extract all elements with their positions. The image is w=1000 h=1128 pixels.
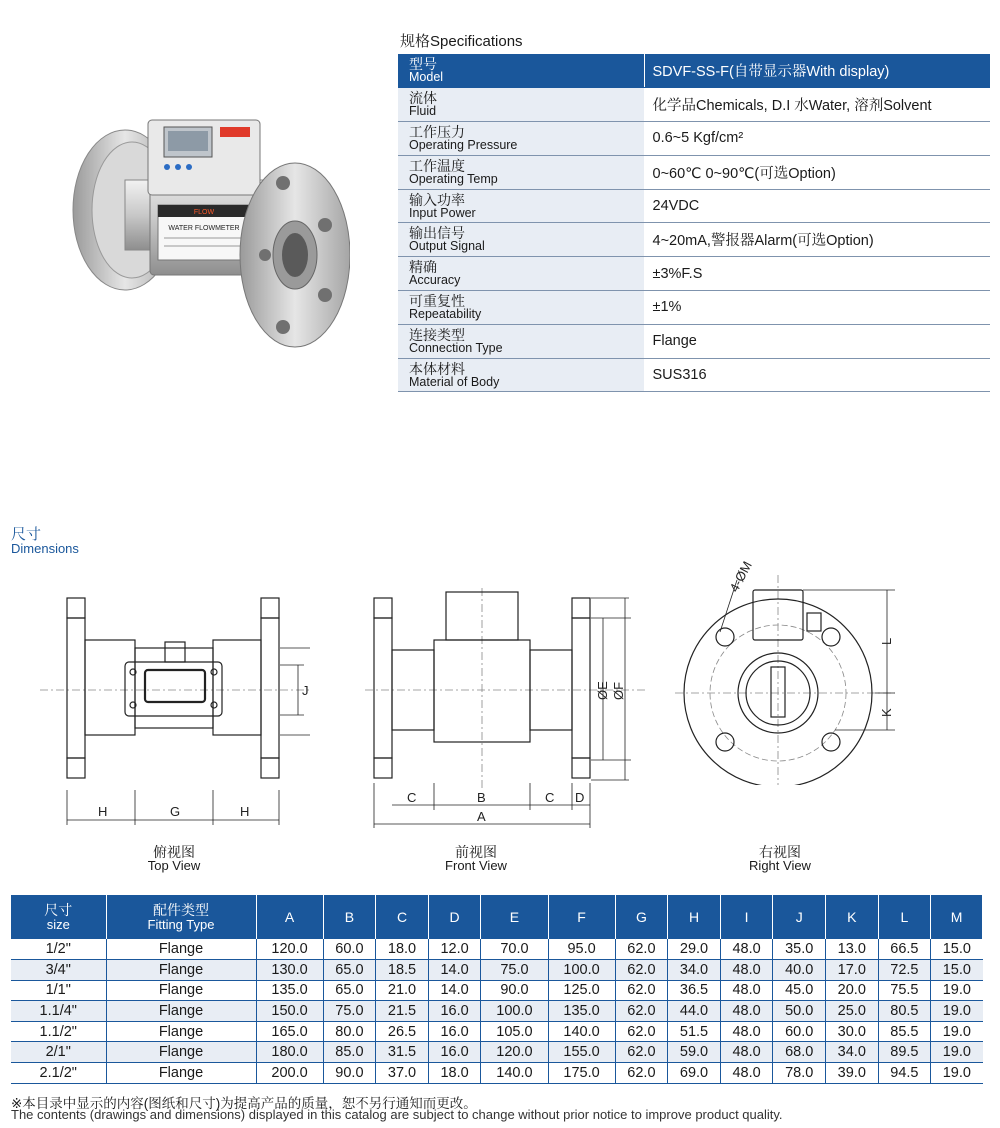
dimension-cell: 72.5: [878, 960, 931, 981]
dimension-header-cell: [931, 895, 983, 939]
dimension-header-label: F: [577, 908, 586, 925]
dimension-cell: 30.0: [825, 1021, 878, 1042]
spec-row: [398, 358, 990, 392]
dimension-cell: 75.0: [481, 960, 548, 981]
dimension-cell: 12.0: [428, 939, 481, 960]
dimension-row: [11, 1021, 983, 1042]
dimension-header-label: D: [449, 908, 460, 925]
dimension-row: [11, 980, 983, 1001]
dimension-cell: 39.0: [825, 1063, 878, 1084]
dimension-cell: 20.0: [825, 980, 878, 1001]
dimension-cell: 19.0: [931, 1021, 983, 1042]
dimension-cell: 62.0: [615, 1063, 668, 1084]
front-view-title-cn: 前视图: [455, 844, 497, 860]
dimension-header-cell: [878, 895, 931, 939]
spec-row-label: [398, 223, 644, 257]
dimension-cell: 125.0: [548, 980, 615, 1001]
spec-row-label: [398, 291, 644, 325]
dimension-cell: 34.0: [825, 1042, 878, 1063]
dimension-cell: 19.0: [931, 1001, 983, 1022]
dimension-cell: 48.0: [720, 960, 773, 981]
spec-label-en: Fluid: [409, 104, 437, 119]
dimension-cell: 18.0: [428, 1063, 481, 1084]
front-view-title-en: Front View: [445, 858, 507, 873]
dimension-cell: 140.0: [481, 1063, 548, 1084]
front-view-label-e: ØE: [595, 681, 610, 700]
dimension-cell: 200.0: [256, 1063, 323, 1084]
spec-label-cn: 流体: [409, 90, 437, 107]
dimension-cell: 140.0: [548, 1021, 615, 1042]
dimension-header-cell: [11, 895, 106, 939]
dimension-header-cell: [668, 895, 721, 939]
dimensions-title-cn: 尺寸: [11, 526, 42, 543]
dimension-cell: 62.0: [615, 1042, 668, 1063]
spec-row: [398, 324, 990, 358]
dimension-table: [11, 895, 983, 1084]
spec-value: 0.6~5 Kgf/cm²: [644, 122, 990, 156]
spec-header-row: [398, 54, 990, 88]
dimension-cell: 2/1": [11, 1042, 106, 1063]
dimension-cell: 18.0: [376, 939, 429, 960]
spec-label-en: Output Signal: [409, 239, 485, 254]
dimension-cell: 75.5: [878, 980, 931, 1001]
spec-label-en: Operating Temp: [409, 171, 498, 186]
dimension-cell: 13.0: [825, 939, 878, 960]
dimension-cell: 70.0: [481, 939, 548, 960]
dimension-cell: 62.0: [615, 960, 668, 981]
dimension-cell: 18.5: [376, 960, 429, 981]
dimension-cell: 15.0: [931, 960, 983, 981]
dimension-cell: 2.1/2": [11, 1063, 106, 1084]
dimension-header-label: G: [635, 908, 647, 925]
dimension-cell: 26.5: [376, 1021, 429, 1042]
top-view-title-cn: 俯视图: [153, 844, 195, 860]
dimension-row: [11, 960, 983, 981]
dimension-cell: 19.0: [931, 1042, 983, 1063]
dimension-cell: 150.0: [256, 1001, 323, 1022]
right-view-drawing: [675, 545, 915, 785]
dimension-cell: 62.0: [615, 1001, 668, 1022]
spec-row-label: [398, 358, 644, 392]
dimension-cell: 135.0: [548, 1001, 615, 1022]
top-view-label-h1: H: [98, 804, 108, 819]
dimension-cell: 135.0: [256, 980, 323, 1001]
dimension-header-cell: [256, 895, 323, 939]
dimension-cell: 19.0: [931, 1063, 983, 1084]
spec-value: 0~60℃ 0~90℃(可选Option): [644, 155, 990, 189]
note-cn: ※本目录中显示的内容(图纸和尺寸)为提高产品的质量，恕不另行通知而更改。: [11, 1096, 477, 1111]
dimension-cell: 45.0: [773, 980, 826, 1001]
dimension-header-label: B: [344, 908, 355, 925]
dimension-cell: 48.0: [720, 1042, 773, 1063]
front-view-label-a: A: [477, 809, 486, 824]
top-view-title-en: Top View: [147, 858, 201, 873]
dimension-cell: 66.5: [878, 939, 931, 960]
dimension-cell: 100.0: [481, 1001, 548, 1022]
spec-row: [398, 189, 990, 223]
dimension-cell: 62.0: [615, 980, 668, 1001]
spec-label-en: Material of Body: [409, 374, 500, 389]
dimension-header-cell: [323, 895, 376, 939]
spec-row-label: [398, 189, 644, 223]
spec-label-cn: 工作温度: [409, 157, 465, 174]
spec-row-label: [398, 155, 644, 189]
dimension-cell: Flange: [106, 939, 256, 960]
dimension-cell: 17.0: [825, 960, 878, 981]
product-photo: [70, 105, 350, 365]
dimension-cell: 15.0: [931, 939, 983, 960]
dimension-cell: 105.0: [481, 1021, 548, 1042]
front-view-drawing: [365, 588, 645, 833]
dimension-cell: 21.5: [376, 1001, 429, 1022]
spec-label-cn: 可重复性: [409, 292, 465, 309]
dimension-cell: 120.0: [481, 1042, 548, 1063]
product-label-text: WATER FLOWMETER: [168, 225, 240, 232]
spec-value: 4~20mA,警报器Alarm(可选Option): [644, 223, 990, 257]
dimension-cell: 51.5: [668, 1021, 721, 1042]
spec-row: [398, 257, 990, 291]
dimension-cell: 69.0: [668, 1063, 721, 1084]
dimension-cell: 40.0: [773, 960, 826, 981]
dimension-header-label: C: [396, 908, 408, 925]
spec-label-cn: 精确: [409, 259, 437, 276]
dimension-header-label: 尺寸: [44, 901, 73, 918]
dimension-cell: 85.5: [878, 1021, 931, 1042]
dimension-header-label: I: [744, 908, 749, 925]
spec-label-en: Repeatability: [409, 306, 482, 321]
spec-row: [398, 122, 990, 156]
dimension-row: [11, 1063, 983, 1084]
dimension-cell: 48.0: [720, 939, 773, 960]
dimension-header-cell: [773, 895, 826, 939]
spec-label-en: Operating Pressure: [409, 137, 518, 152]
dimension-cell: 94.5: [878, 1063, 931, 1084]
dimension-cell: 175.0: [548, 1063, 615, 1084]
dimension-header-sublabel: Fitting Type: [147, 916, 215, 932]
spec-label-en: Input Power: [409, 205, 476, 220]
dimension-cell: 1/1": [11, 980, 106, 1001]
dimension-header-cell: [825, 895, 878, 939]
dimension-cell: 29.0: [668, 939, 721, 960]
dimension-header-cell: [615, 895, 668, 939]
dimension-cell: 48.0: [720, 1063, 773, 1084]
dimension-cell: 36.5: [668, 980, 721, 1001]
dimension-cell: 25.0: [825, 1001, 878, 1022]
dimension-cell: 37.0: [376, 1063, 429, 1084]
right-view-label-l: L: [879, 637, 894, 645]
note-en: The contents (drawings and dimensions) displayed in this catalog are subject to change without prior notice to improve product quality.: [11, 1107, 783, 1122]
dimension-cell: 19.0: [931, 980, 983, 1001]
dimension-row: [11, 939, 983, 960]
dimension-header-label: J: [795, 908, 803, 925]
dimension-header-label: 配件类型: [153, 901, 209, 918]
dimension-cell: 90.0: [323, 1063, 376, 1084]
spec-title: 规格Specifications: [400, 33, 523, 50]
dimension-cell: 65.0: [323, 960, 376, 981]
dimension-cell: 60.0: [773, 1021, 826, 1042]
dimension-cell: 34.0: [668, 960, 721, 981]
dimension-header-label: M: [950, 908, 963, 925]
dimension-cell: 90.0: [481, 980, 548, 1001]
dimension-cell: 85.0: [323, 1042, 376, 1063]
dimension-cell: 65.0: [323, 980, 376, 1001]
dimension-header-cell: [428, 895, 481, 939]
dimension-cell: 44.0: [668, 1001, 721, 1022]
spec-value: 24VDC: [644, 189, 990, 223]
dimension-cell: 180.0: [256, 1042, 323, 1063]
spec-value: Flange: [644, 324, 990, 358]
spec-header-en: Model: [409, 70, 444, 85]
spec-value: SUS316: [644, 358, 990, 392]
spec-row: [398, 223, 990, 257]
dimension-cell: 16.0: [428, 1001, 481, 1022]
dimension-cell: 35.0: [773, 939, 826, 960]
top-view-label-j: J: [302, 683, 309, 698]
dimension-header-sublabel: size: [46, 916, 70, 932]
dimension-cell: 48.0: [720, 1001, 773, 1022]
dimension-cell: 165.0: [256, 1021, 323, 1042]
dimension-row: [11, 1042, 983, 1063]
dimension-header-cell: [720, 895, 773, 939]
dimension-cell: 3/4": [11, 960, 106, 981]
spec-row-label: [398, 88, 644, 122]
spec-value: 化学品Chemicals, D.I 水Water, 溶剂Solvent: [644, 88, 990, 122]
spec-label-cn: 输出信号: [409, 225, 465, 242]
dimension-cell: Flange: [106, 1021, 256, 1042]
dimension-cell: 62.0: [615, 939, 668, 960]
top-view-drawing: [40, 590, 310, 830]
dimension-cell: 48.0: [720, 1021, 773, 1042]
dimension-cell: 48.0: [720, 980, 773, 1001]
dimension-cell: 130.0: [256, 960, 323, 981]
front-view-label-c1: C: [407, 790, 417, 805]
right-view-title-cn: 右视图: [759, 844, 801, 860]
dimension-header-cell: [481, 895, 548, 939]
spec-value: ±1%: [644, 291, 990, 325]
dimension-cell: 16.0: [428, 1021, 481, 1042]
dimension-cell: 60.0: [323, 939, 376, 960]
dimension-cell: 21.0: [376, 980, 429, 1001]
dimension-header-label: K: [847, 908, 857, 925]
dimension-cell: Flange: [106, 1001, 256, 1022]
dimension-cell: 50.0: [773, 1001, 826, 1022]
dimension-header-cell: [106, 895, 256, 939]
spec-row: [398, 88, 990, 122]
dimension-cell: 120.0: [256, 939, 323, 960]
dimensions-title-en: Dimensions: [11, 541, 79, 556]
dimension-cell: 75.0: [323, 1001, 376, 1022]
spec-row-label: [398, 257, 644, 291]
right-view-label-k: K: [879, 708, 894, 717]
dimension-cell: 78.0: [773, 1063, 826, 1084]
dimension-cell: 100.0: [548, 960, 615, 981]
spec-label-cn: 连接类型: [409, 326, 465, 343]
spec-row: [398, 291, 990, 325]
dimension-header-label: L: [900, 908, 909, 925]
dimension-cell: Flange: [106, 1063, 256, 1084]
dimension-header-label: H: [688, 908, 700, 925]
spec-header-value: SDVF-SS-F(自带显示器With display): [644, 54, 990, 88]
spec-row-label: [398, 324, 644, 358]
spec-label-cn: 输入功率: [409, 191, 465, 208]
dimension-cell: 95.0: [548, 939, 615, 960]
spec-header-cn: 型号: [409, 56, 437, 73]
dimension-cell: 31.5: [376, 1042, 429, 1063]
spec-label-en: Connection Type: [409, 340, 503, 355]
dimension-cell: 14.0: [428, 980, 481, 1001]
right-view-title-en: Right View: [749, 858, 811, 873]
spec-value: ±3%F.S: [644, 257, 990, 291]
spec-row: [398, 155, 990, 189]
front-view-label-c2: C: [545, 790, 555, 805]
product-label-brand: FLOW: [193, 209, 215, 216]
dimension-cell: 155.0: [548, 1042, 615, 1063]
spec-table: [398, 54, 990, 392]
dimension-cell: Flange: [106, 980, 256, 1001]
front-view-label-f: ØF: [611, 681, 626, 700]
spec-label-en: Accuracy: [409, 273, 461, 288]
front-view-label-b: B: [477, 790, 486, 805]
dimension-cell: 80.5: [878, 1001, 931, 1022]
dimension-cell: 1.1/4": [11, 1001, 106, 1022]
dimension-cell: Flange: [106, 960, 256, 981]
spec-row-label: [398, 122, 644, 156]
top-view-label-g: G: [170, 804, 181, 819]
dimension-cell: 14.0: [428, 960, 481, 981]
spec-label-cn: 工作压力: [409, 123, 465, 140]
dimension-header-label: A: [284, 908, 295, 925]
dimension-cell: 80.0: [323, 1021, 376, 1042]
dimension-header-cell: [548, 895, 615, 939]
dimension-row: [11, 1001, 983, 1022]
dimension-cell: 59.0: [668, 1042, 721, 1063]
dimension-cell: Flange: [106, 1042, 256, 1063]
dimension-header-cell: [376, 895, 429, 939]
right-view-label-m: 4-ØM: [726, 558, 755, 595]
dimension-cell: 1/2": [11, 939, 106, 960]
front-view-label-d: D: [575, 790, 585, 805]
dimension-header-label: E: [509, 908, 520, 925]
dimension-cell: 1.1/2": [11, 1021, 106, 1042]
dimension-cell: 68.0: [773, 1042, 826, 1063]
dimension-cell: 62.0: [615, 1021, 668, 1042]
spec-label-cn: 本体材料: [409, 360, 465, 377]
dimension-table-header: [11, 895, 983, 939]
dimension-cell: 89.5: [878, 1042, 931, 1063]
top-view-label-h2: H: [240, 804, 250, 819]
dimension-cell: 16.0: [428, 1042, 481, 1063]
